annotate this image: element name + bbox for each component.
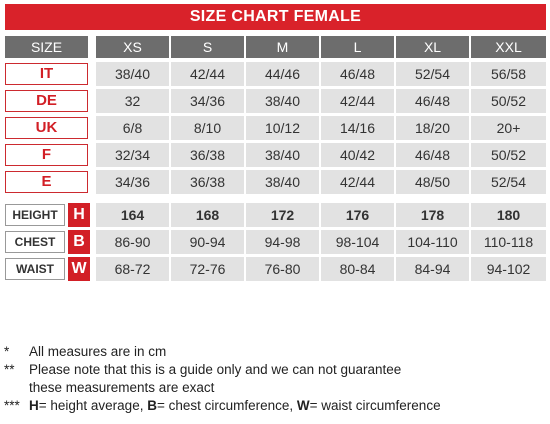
table-cell: 168 [171, 203, 244, 227]
note-2 [4, 361, 441, 379]
legend-key-h: H [29, 398, 39, 413]
legend-text-h: = height average, [38, 398, 148, 413]
table-cell: 8/10 [171, 116, 244, 140]
table-cell: 48/50 [396, 170, 469, 194]
measure-label-height: HEIGHT [5, 204, 65, 226]
table-cell: 42/44 [321, 170, 394, 194]
table-cell: 176 [321, 203, 394, 227]
table-cell: 72-76 [171, 257, 244, 281]
table-cell: 42/44 [171, 62, 244, 86]
measure-letter-h: H [68, 203, 90, 227]
table-cell: 10/12 [246, 116, 319, 140]
size-header-m: M [246, 36, 319, 58]
note-mark: *** [4, 398, 20, 413]
measure-label-waist: WAIST [5, 258, 65, 280]
size-header-xs: XS [96, 36, 169, 58]
table-cell: 56/58 [471, 62, 546, 86]
table-cell: 46/48 [396, 143, 469, 167]
table-cell: 84-94 [396, 257, 469, 281]
size-header-s: S [171, 36, 244, 58]
table-cell: 34/36 [171, 89, 244, 113]
chart-title: SIZE CHART FEMALE [5, 4, 546, 30]
legend-key-w: W [296, 398, 310, 413]
note-1 [4, 343, 441, 361]
note-3 [4, 397, 441, 415]
table-cell: 32 [96, 89, 169, 113]
table-cell: 46/48 [396, 89, 469, 113]
table-cell: 20+ [471, 116, 546, 140]
table-cell: 46/48 [321, 62, 394, 86]
table-cell: 86-90 [96, 230, 169, 254]
table-cell: 38/40 [246, 170, 319, 194]
legend-text-w: = waist circumference [309, 398, 441, 413]
table-cell: 38/40 [246, 143, 319, 167]
row-label-f: F [5, 144, 88, 166]
table-cell: 50/52 [471, 89, 546, 113]
table-cell: 40/42 [321, 143, 394, 167]
row-label-e: E [5, 171, 88, 193]
size-header: SIZE [5, 36, 88, 58]
table-cell: 36/38 [171, 170, 244, 194]
note-mark: ** [4, 362, 15, 377]
note-2-continued [4, 379, 441, 397]
table-cell: 32/34 [96, 143, 169, 167]
note-text: Please note that this is a guide only and we can not guarantee [29, 362, 402, 377]
table-cell: 38/40 [246, 89, 319, 113]
table-cell: 68-72 [96, 257, 169, 281]
table-cell: 178 [396, 203, 469, 227]
note-text: these measurements are exact [29, 380, 215, 395]
row-label-it: IT [5, 63, 88, 85]
table-cell: 98-104 [321, 230, 394, 254]
table-cell: 44/46 [246, 62, 319, 86]
measure-letter-w: W [68, 257, 90, 281]
table-cell: 36/38 [171, 143, 244, 167]
table-cell: 50/52 [471, 143, 546, 167]
table-cell: 34/36 [96, 170, 169, 194]
table-cell: 94-102 [471, 257, 546, 281]
note-mark: * [4, 344, 10, 359]
legend-text-b: = chest circumference, [156, 398, 297, 413]
note-text: All measures are in cm [29, 344, 167, 359]
table-cell: 14/16 [321, 116, 394, 140]
table-cell: 80-84 [321, 257, 394, 281]
table-cell: 52/54 [396, 62, 469, 86]
table-cell: 18/20 [396, 116, 469, 140]
measure-label-chest: CHEST [5, 231, 65, 253]
table-cell: 164 [96, 203, 169, 227]
legend-key-b: B [147, 398, 157, 413]
size-header-xl: XL [396, 36, 469, 58]
table-cell: 94-98 [246, 230, 319, 254]
measure-letter-b: B [68, 230, 90, 254]
table-cell: 172 [246, 203, 319, 227]
table-cell: 104-110 [396, 230, 469, 254]
size-header-l: L [321, 36, 394, 58]
table-cell: 76-80 [246, 257, 319, 281]
table-cell: 52/54 [471, 170, 546, 194]
table-cell: 90-94 [171, 230, 244, 254]
table-cell: 42/44 [321, 89, 394, 113]
table-cell: 38/40 [96, 62, 169, 86]
table-cell: 180 [471, 203, 546, 227]
footnotes [4, 343, 441, 415]
table-cell: 110-118 [471, 230, 546, 254]
table-cell: 6/8 [96, 116, 169, 140]
size-header-xxl: XXL [471, 36, 546, 58]
row-label-uk: UK [5, 117, 88, 139]
row-label-de: DE [5, 90, 88, 112]
